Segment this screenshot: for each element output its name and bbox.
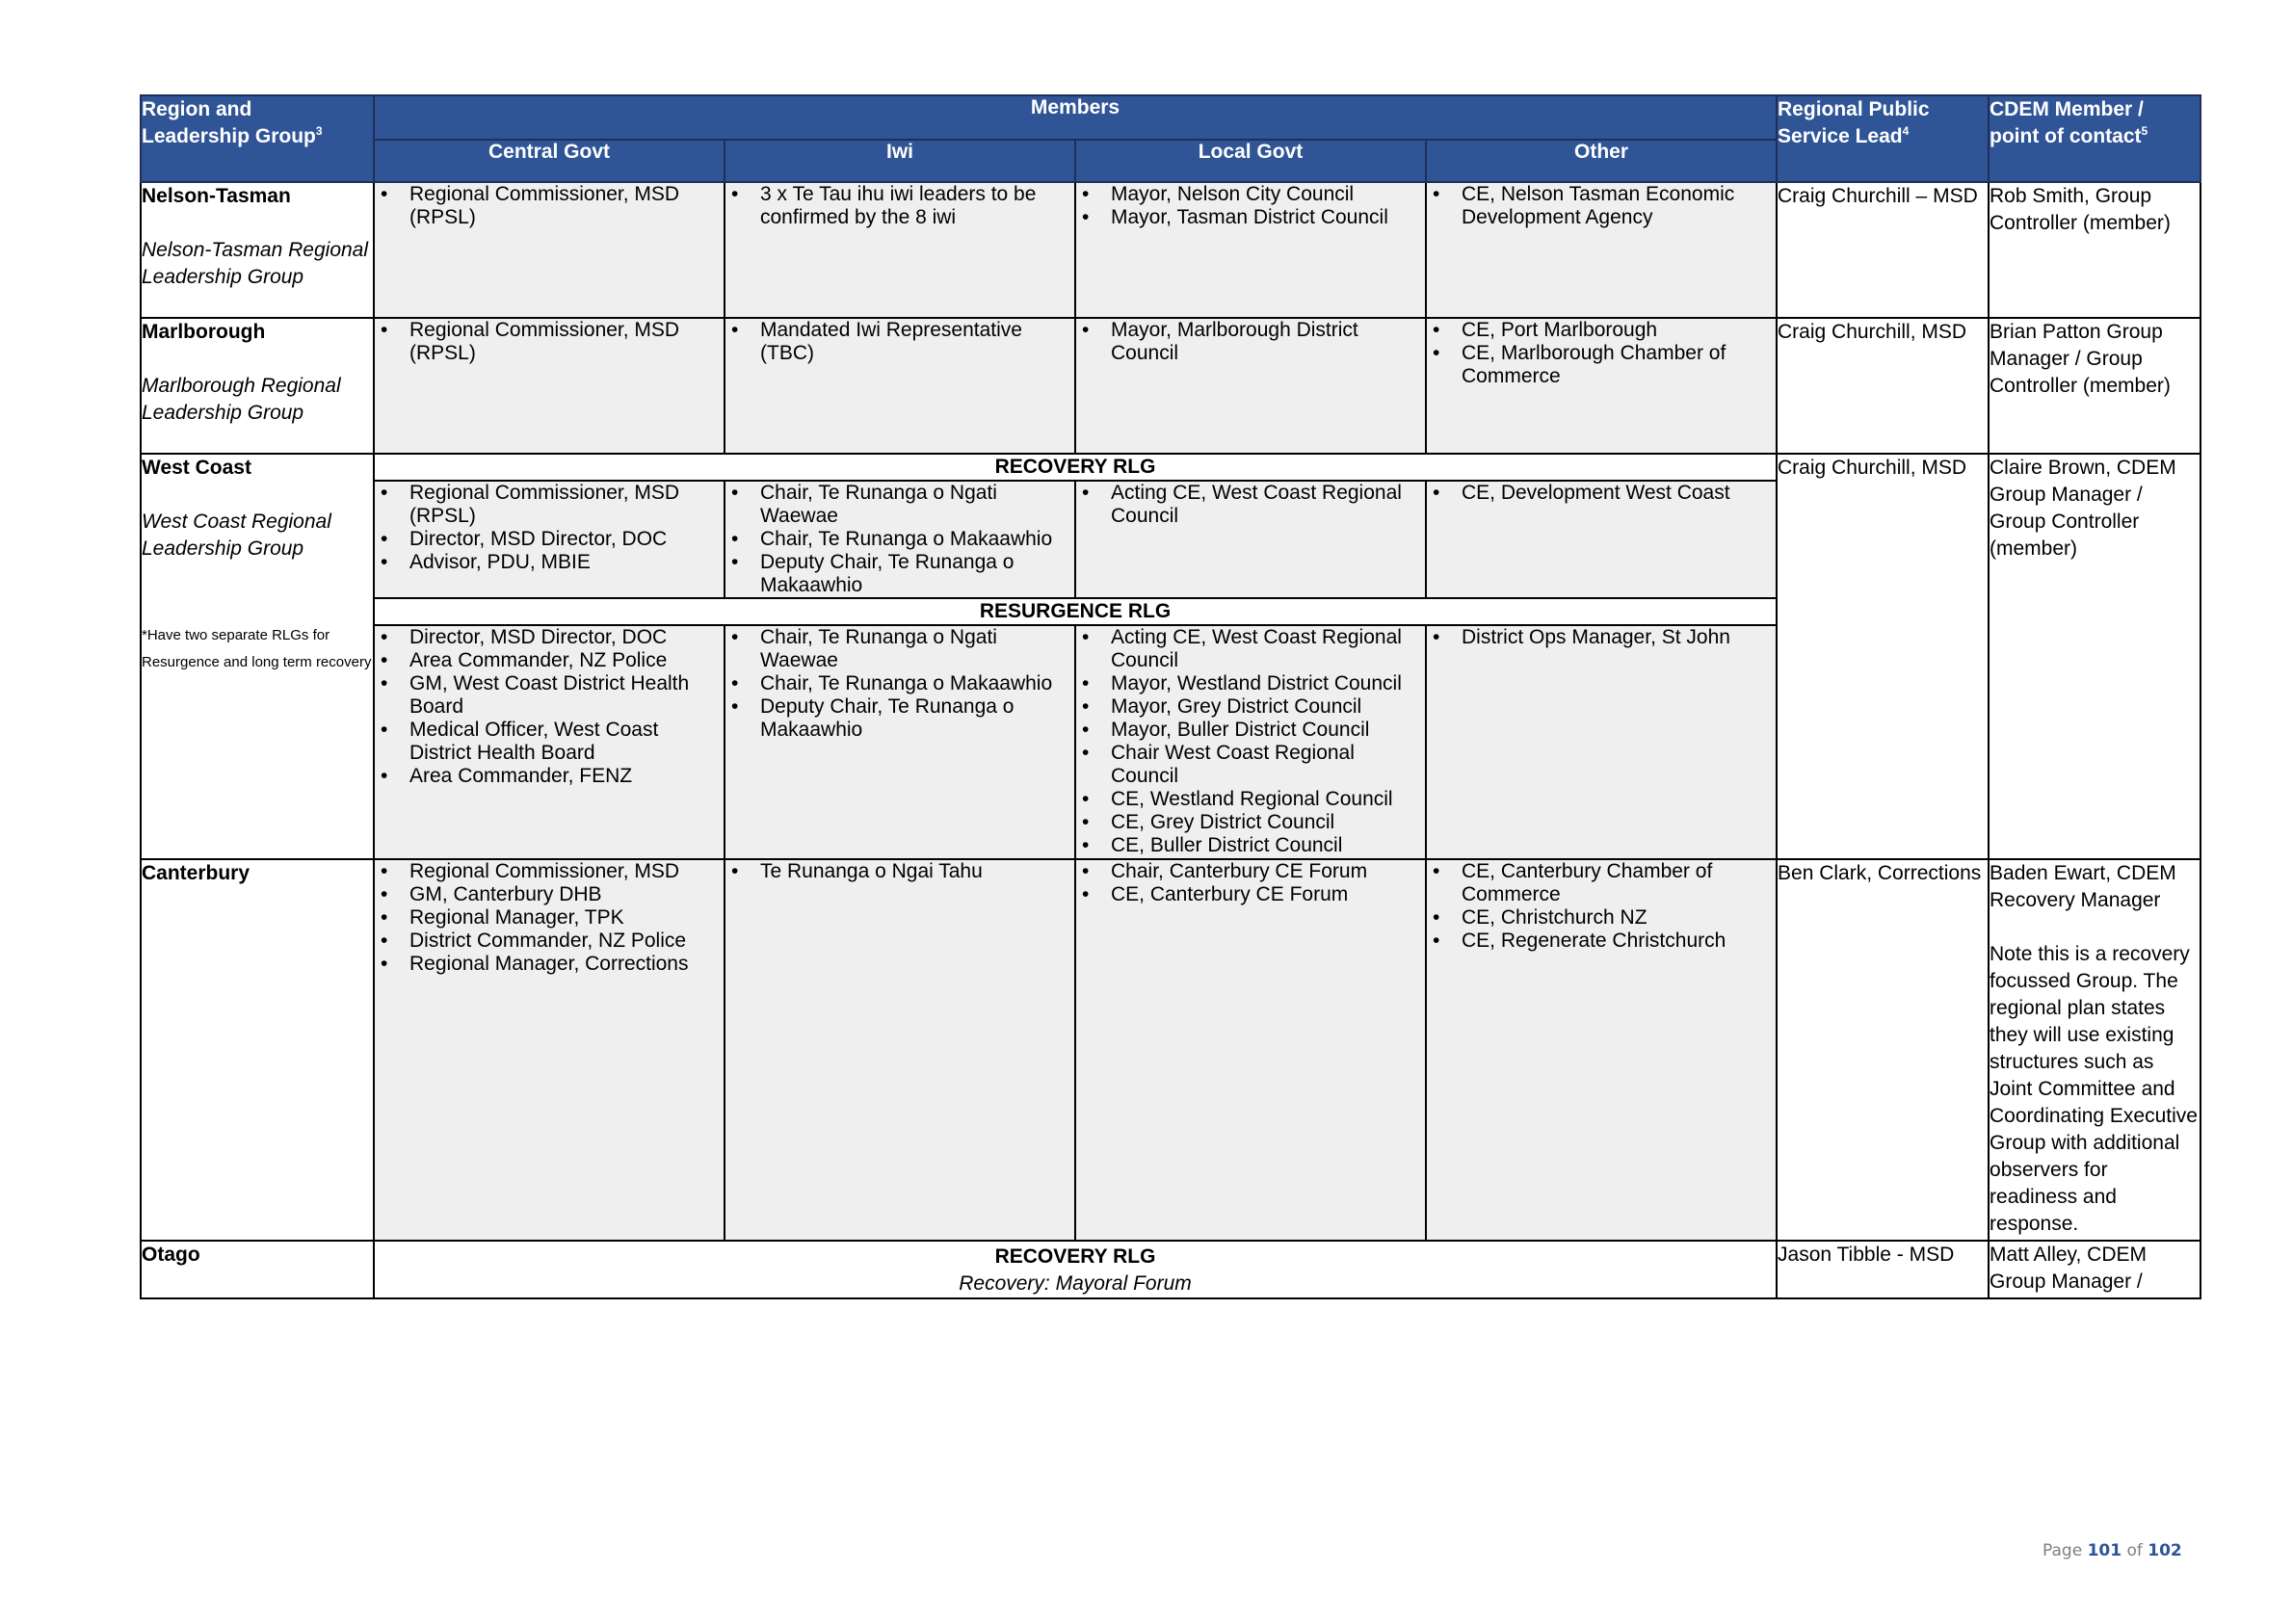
list-item: • Chair, Canterbury CE Forum	[1076, 860, 1425, 883]
header-lead	[1777, 95, 1989, 182]
region-group: Nelson-Tasman Regional Leadership Group	[142, 239, 369, 288]
region-note: *Have two separate RLGs for Resurgence and long term recovery	[142, 627, 372, 670]
central-govt-cell	[374, 182, 725, 318]
region-group: Marlborough Regional Leadership Group	[142, 375, 341, 424]
bullet-list	[1427, 626, 1776, 649]
header-cdem	[1989, 95, 2201, 182]
list-item: • Chair, Te Runanga o Ngati Waewae	[725, 482, 1074, 528]
list-item: • Mayor, Marlborough District Council	[1076, 319, 1425, 365]
cdem-cell: Rob Smith, Group Controller (member)	[1989, 182, 2201, 318]
row-west-coast-recovery-label	[141, 454, 2201, 481]
resurgence-rlg-label: RESURGENCE RLG	[374, 598, 1777, 625]
list-item: • Area Commander, FENZ	[375, 765, 724, 788]
list-item: • Director, MSD Director, DOC	[375, 528, 724, 551]
list-item: • 3 x Te Tau ihu iwi leaders to be confirmed by the 8 iwi	[725, 183, 1074, 229]
cdem-cell: Claire Brown, CDEM Group Manager / Group Controller (member)	[1989, 454, 2201, 859]
lead-cell: Craig Churchill, MSD	[1777, 454, 1989, 859]
bullet-list	[1076, 626, 1425, 857]
row-nelson-tasman	[141, 182, 2201, 318]
bullet-list	[375, 319, 724, 365]
other-cell	[1426, 481, 1777, 598]
lead-cell: Craig Churchill – MSD	[1777, 182, 1989, 318]
list-item: • CE, Nelson Tasman Economic Development Agency	[1427, 183, 1776, 229]
region-name: West Coast	[142, 457, 251, 479]
row-canterbury	[141, 859, 2201, 1241]
iwi-cell	[725, 318, 1075, 454]
other-cell	[1426, 625, 1777, 859]
list-item: • Mayor, Nelson City Council	[1076, 183, 1425, 206]
list-item: • Area Commander, NZ Police	[375, 649, 724, 672]
page-of: of	[2126, 1541, 2143, 1560]
header-region	[141, 95, 374, 182]
list-item: • CE, Development West Coast	[1427, 482, 1776, 505]
recovery-rlg-label: RECOVERY RLG	[994, 1245, 1156, 1268]
lead-cell: Craig Churchill, MSD	[1777, 318, 1989, 454]
regional-leadership-table	[140, 94, 2201, 1299]
page-total: 102	[2148, 1541, 2182, 1560]
region-cell	[141, 859, 374, 1241]
list-item: • Deputy Chair, Te Runanga o Makaawhio	[725, 551, 1074, 597]
bullet-list	[375, 860, 724, 976]
central-govt-cell	[374, 859, 725, 1241]
iwi-cell	[725, 859, 1075, 1241]
list-item: • CE, Regenerate Christchurch	[1427, 930, 1776, 953]
page-current: 101	[2087, 1541, 2122, 1560]
list-item: • Chair, Te Runanga o Ngati Waewae	[725, 626, 1074, 672]
list-item: • Acting CE, West Coast Regional Council	[1076, 626, 1425, 672]
list-item: • Regional Commissioner, MSD (RPSL)	[375, 183, 724, 229]
region-cell	[141, 1241, 374, 1298]
list-item: • CE, Canterbury Chamber of Commerce	[1427, 860, 1776, 906]
region-cell	[141, 182, 374, 318]
bullet-list	[1076, 319, 1425, 365]
recovery-rlg-label: RECOVERY RLG	[374, 454, 1777, 481]
list-item: • Regional Manager, Corrections	[375, 953, 724, 976]
region-cell	[141, 318, 374, 454]
other-cell	[1426, 318, 1777, 454]
local-govt-cell	[1075, 625, 1426, 859]
bullet-list	[1076, 860, 1425, 906]
footnote-4: 4	[1902, 124, 1910, 138]
region-name: Canterbury	[142, 862, 250, 884]
local-govt-cell	[1075, 318, 1426, 454]
list-item: • Regional Commissioner, MSD (RPSL)	[375, 319, 724, 365]
list-item: • CE, Canterbury CE Forum	[1076, 883, 1425, 906]
list-item: • District Ops Manager, St John	[1427, 626, 1776, 649]
list-item: • CE, Westland Regional Council	[1076, 788, 1425, 811]
row-otago	[141, 1241, 2201, 1298]
bullet-list	[725, 319, 1074, 365]
bullet-list	[375, 626, 724, 788]
bullet-list	[1427, 860, 1776, 953]
list-item: • Mayor, Grey District Council	[1076, 695, 1425, 719]
region-name: Otago	[142, 1244, 200, 1266]
local-govt-cell	[1075, 481, 1426, 598]
row-marlborough	[141, 318, 2201, 454]
header-row-top	[141, 95, 2201, 140]
otago-recovery-cell	[374, 1241, 1777, 1298]
list-item: • Regional Manager, TPK	[375, 906, 724, 930]
list-item: • GM, West Coast District Health Board	[375, 672, 724, 719]
list-item: • Mandated Iwi Representative (TBC)	[725, 319, 1074, 365]
bullet-list	[1427, 319, 1776, 388]
lead-cell: Ben Clark, Corrections	[1777, 859, 1989, 1241]
header-region-line2: Leadership Group	[142, 125, 316, 147]
footnote-3: 3	[315, 124, 323, 138]
bullet-list	[725, 482, 1074, 597]
bullet-list	[725, 183, 1074, 229]
header-central-govt: Central Govt	[374, 140, 725, 182]
central-govt-cell	[374, 481, 725, 598]
local-govt-cell	[1075, 859, 1426, 1241]
region-cell	[141, 454, 374, 859]
cdem-cell: Brian Patton Group Manager / Group Controller (member)	[1989, 318, 2201, 454]
iwi-cell	[725, 182, 1075, 318]
region-name: Marlborough	[142, 321, 266, 343]
bullet-list	[1427, 183, 1776, 229]
local-govt-cell	[1075, 182, 1426, 318]
cdem-cell	[1989, 859, 2201, 1241]
list-item: • Chair West Coast Regional Council	[1076, 742, 1425, 788]
list-item: • Medical Officer, West Coast District Health Board	[375, 719, 724, 765]
recovery-subtitle: Recovery: Mayoral Forum	[959, 1272, 1192, 1295]
bullet-list	[375, 482, 724, 574]
bullet-list	[1076, 482, 1425, 528]
header-cdem-line1: CDEM Member /	[1990, 98, 2144, 120]
list-item: • Mayor, Tasman District Council	[1076, 206, 1425, 229]
page-number	[2043, 1541, 2182, 1560]
header-lead-line1: Regional Public	[1778, 98, 1930, 120]
list-item: • Director, MSD Director, DOC	[375, 626, 724, 649]
bullet-list	[1076, 183, 1425, 229]
cdem-contact: Baden Ewart, CDEM Recovery Manager	[1990, 862, 2176, 911]
iwi-cell	[725, 625, 1075, 859]
list-item: • Regional Commissioner, MSD	[375, 860, 724, 883]
header-local-govt: Local Govt	[1075, 140, 1426, 182]
list-item: • Advisor, PDU, MBIE	[375, 551, 724, 574]
lead-cell: Jason Tibble - MSD	[1777, 1241, 1989, 1298]
list-item: • Chair, Te Runanga o Makaawhio	[725, 672, 1074, 695]
list-item: • Mayor, Buller District Council	[1076, 719, 1425, 742]
bullet-list	[725, 860, 1074, 883]
list-item: • GM, Canterbury DHB	[375, 883, 724, 906]
header-other: Other	[1426, 140, 1777, 182]
list-item: • Te Runanga o Ngai Tahu	[725, 860, 1074, 883]
footnote-5: 5	[2141, 124, 2148, 138]
list-item: • CE, Christchurch NZ	[1427, 906, 1776, 930]
bullet-list	[725, 626, 1074, 742]
header-iwi: Iwi	[725, 140, 1075, 182]
list-item: • Deputy Chair, Te Runanga o Makaawhio	[725, 695, 1074, 742]
central-govt-cell	[374, 318, 725, 454]
cdem-cell: Matt Alley, CDEM Group Manager /	[1989, 1241, 2201, 1298]
header-members: Members	[374, 95, 1777, 140]
bullet-list	[375, 183, 724, 229]
list-item: • CE, Grey District Council	[1076, 811, 1425, 834]
list-item: • CE, Port Marlborough	[1427, 319, 1776, 342]
header-cdem-line2: point of contact	[1990, 125, 2142, 147]
cdem-note: Note this is a recovery focussed Group. The regional plan states they will use existing structures such as Joint Committee and Coordinating Executive Group with additional observers for readiness and response.	[1990, 943, 2198, 1235]
list-item: • Chair, Te Runanga o Makaawhio	[725, 528, 1074, 551]
list-item: • Mayor, Westland District Council	[1076, 672, 1425, 695]
other-cell	[1426, 182, 1777, 318]
page-label: Page	[2043, 1541, 2083, 1560]
list-item: • Regional Commissioner, MSD (RPSL)	[375, 482, 724, 528]
header-lead-line2: Service Lead	[1778, 125, 1903, 147]
region-group: West Coast Regional Leadership Group	[142, 511, 331, 560]
other-cell	[1426, 859, 1777, 1241]
central-govt-cell	[374, 625, 725, 859]
list-item: • CE, Marlborough Chamber of Commerce	[1427, 342, 1776, 388]
bullet-list	[1427, 482, 1776, 505]
iwi-cell	[725, 481, 1075, 598]
list-item: • District Commander, NZ Police	[375, 930, 724, 953]
region-name: Nelson-Tasman	[142, 185, 291, 207]
header-region-line1: Region and	[142, 98, 252, 120]
list-item: • Acting CE, West Coast Regional Council	[1076, 482, 1425, 528]
list-item: • CE, Buller District Council	[1076, 834, 1425, 857]
